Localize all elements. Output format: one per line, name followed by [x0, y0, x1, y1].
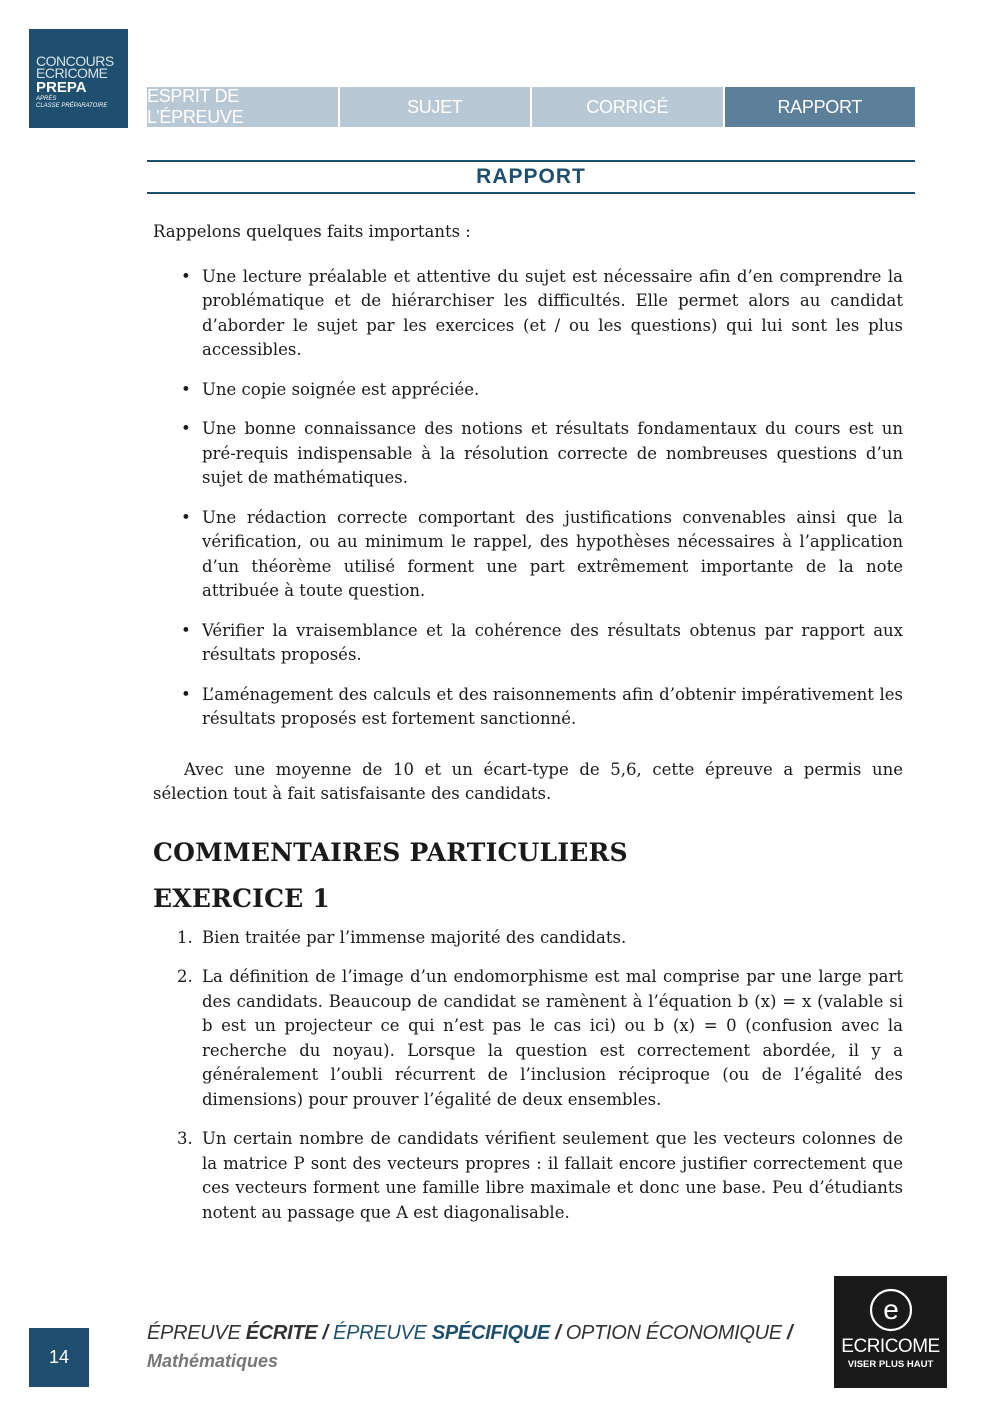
item-text: Bien traitée par l’immense majorité des candidats.: [202, 927, 627, 947]
footer-subject: Mathématiques: [147, 1351, 279, 1371]
list-item: [153, 926, 903, 951]
list-item: • Vérifier la vraisemblance et la cohérence des résultats obtenus par rapport aux résultats proposés.: [153, 619, 903, 668]
logo-line-ecricome: ECRICOME: [36, 65, 108, 81]
logo-line-prepa: PREPA: [36, 79, 87, 96]
tab-rapport[interactable]: RAPPORT: [725, 87, 916, 127]
logo-tagline: VISER PLUS HAUT: [847, 1359, 934, 1370]
exercise-heading: EXERCICE 1: [153, 884, 330, 913]
list-item: • L’aménagement des calculs et des raisonnements afin d’obtenir impérativement les résultats proposés est fortement sanctionné.: [153, 683, 903, 732]
report-content: [153, 220, 903, 1240]
tab-sujet[interactable]: SUJET: [340, 87, 531, 127]
list-item: • Une rédaction correcte comportant des justifications convenables ainsi que la vérification, ou au minimum le rappel, des hypothèses nécessaires à l’application d’un théorème utilisé forment une part extrêmement importante de la note attribuée à toute question.: [153, 506, 903, 604]
intro-text: Rappelons quelques faits importants :: [153, 222, 471, 241]
summary-paragraph: Avec une moyenne de 10 et un écart-type de 5,6, cette épreuve a permis une sélection tout à fait satisfaisante des candidats.: [153, 759, 903, 803]
list-item: [153, 965, 903, 1112]
footer-part3: OPTION ÉCONOMIQUE: [565, 1322, 782, 1344]
facts-list: [153, 265, 903, 732]
ecricome-e-icon: [867, 1286, 915, 1334]
section-title: RAPPORT: [147, 160, 915, 194]
logo-line-concours: CONCOURS: [36, 53, 114, 69]
footer-part1: ÉPREUVE: [147, 1322, 246, 1344]
footer-part1-bold: ÉCRITE: [245, 1322, 318, 1344]
item-number: 2.: [177, 967, 193, 986]
tab-corrige[interactable]: CORRIGÉ: [532, 87, 723, 127]
logo-line-apres: APRÈS: [36, 96, 57, 102]
item-text: La définition de l’image d’un endomorphisme est mal comprise par une large part des candidats. Beaucoup de candidat se ramènent à l’équation b (x) = x (valable si b est un projecteur ce qui n’est pas le cas ici) ou b (x) = 0 (confusion avec la recherche du noyau). Lorsque la question est correctement abordée, il y a généralement l’oubli récurrent de l’inclusion réciproque (ou de l’égalité des dimensions) pour prouver l’égalité de deux ensembles.: [202, 967, 903, 1109]
list-item: • Une bonne connaissance des notions et résultats fondamentaux du cours est un pré-requis indispensable à la résolution correcte de nombreuses questions d’un sujet de mathématiques.: [153, 417, 903, 491]
page-number: 14: [29, 1328, 89, 1387]
list-item: [153, 1127, 903, 1225]
footer-sep3: /: [781, 1322, 793, 1344]
footer-part2: ÉPREUVE: [333, 1322, 432, 1344]
comments-heading: COMMENTAIRES PARTICULIERS: [153, 837, 628, 867]
footer-sep2: /: [549, 1322, 566, 1344]
exercise-list: [153, 926, 903, 1226]
list-item: • Une copie soignée est appréciée.: [153, 378, 903, 403]
item-text: Un certain nombre de candidats vérifient seulement que les vecteurs colonnes de la matrice P sont des vecteurs propres : il fallait encore justifier correctement que ces vecteurs forment une famille libre maximale et donc une base. Peu d’étudiants notent au passage que A est diagonalisable.: [202, 1129, 903, 1222]
logo-name: ECRICOME: [841, 1336, 940, 1357]
footer-sep1: /: [317, 1322, 334, 1344]
footer-exam-info: [147, 1322, 792, 1345]
logo-letter: e: [882, 1294, 899, 1325]
item-number: 1.: [177, 927, 193, 947]
item-number: 3.: [177, 1129, 193, 1148]
list-item: • Une lecture préalable et attentive du sujet est nécessaire afin d’en comprendre la problématique et de hiérarchiser les difficultés. Elle permet alors au candidat d’aborder le sujet par les exercices (et / ou les questions) qui lui sont les plus accessibles.: [153, 265, 903, 363]
ecricome-prepa-logo: [29, 29, 128, 128]
ecricome-logo: [834, 1276, 947, 1388]
tab-esprit[interactable]: ESPRIT DE L’ÉPREUVE: [147, 87, 338, 127]
section-tabs: [147, 87, 915, 127]
footer-part2-bold: SPÉCIFIQUE: [431, 1322, 550, 1344]
logo-line-classe: CLASSE PRÉPARATOIRE: [36, 103, 108, 109]
